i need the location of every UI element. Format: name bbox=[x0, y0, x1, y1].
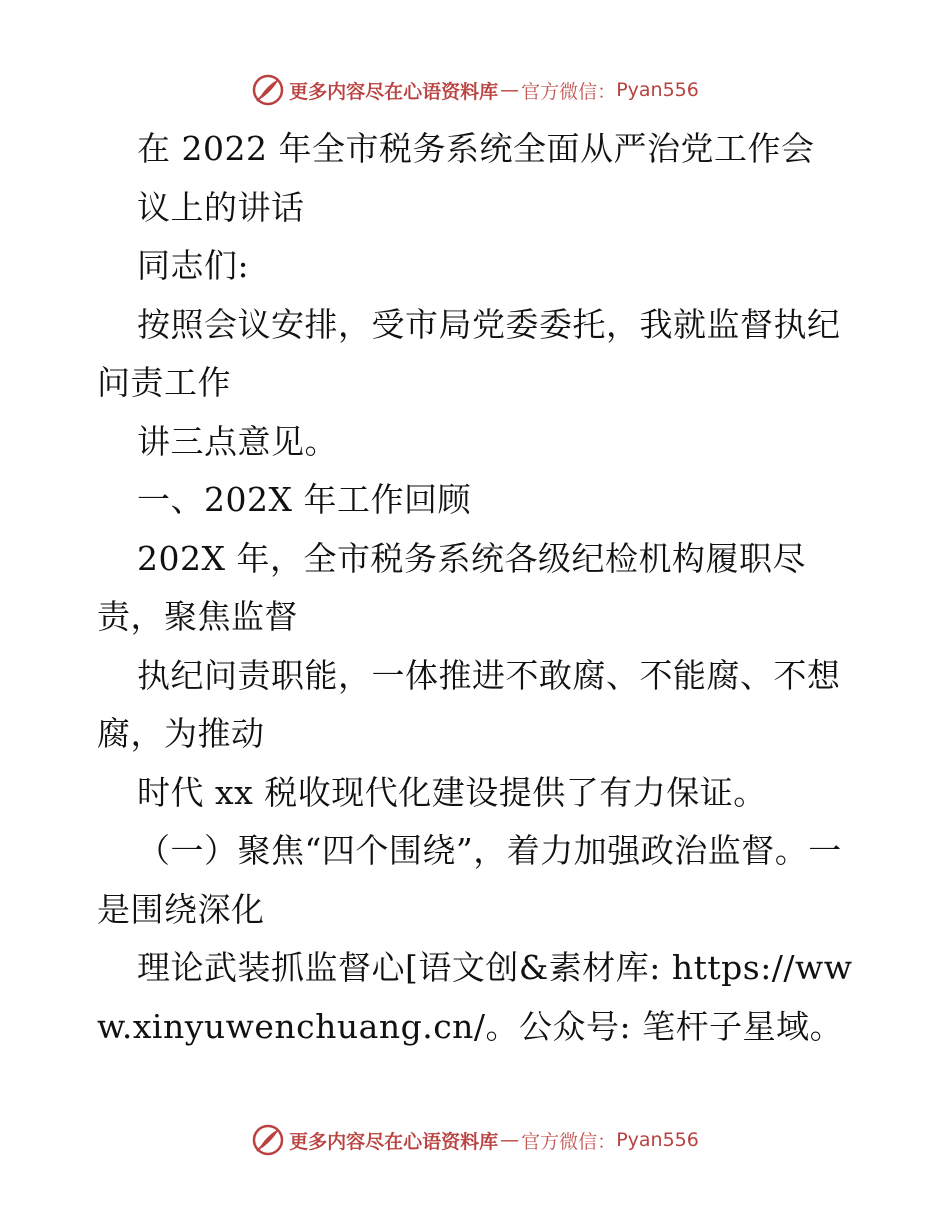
banner-brand-text: 更多内容尽在心语资料库 bbox=[289, 80, 499, 103]
doc-salutation: 同志们: bbox=[137, 246, 250, 285]
doc-paragraph: 按照会议安排，受市局党委委托，我就监督执纪问责工作 bbox=[97, 304, 841, 402]
document-body bbox=[97, 120, 867, 1056]
banner-wechat-label: 官方微信： bbox=[521, 1130, 617, 1153]
doc-paragraph: 执纪问责职能，一体推进不敢腐、不能腐、不想腐，为推动 bbox=[97, 655, 841, 753]
doc-paragraph: 讲三点意见。 bbox=[137, 421, 338, 461]
banner-separator: — bbox=[500, 79, 520, 101]
banner-brand-text: 更多内容尽在心语资料库 bbox=[289, 1130, 499, 1153]
banner-separator: — bbox=[500, 1129, 520, 1151]
quill-logo-icon bbox=[251, 73, 285, 107]
banner-wechat-id: Pyan556 bbox=[616, 79, 699, 101]
quill-logo-icon bbox=[251, 1123, 285, 1157]
doc-paragraph: 理论武装抓监督心[语文创&素材库: https://www.xinyuwenchuang.cn/。公众号: 笔杆子星域。 bbox=[97, 948, 853, 1046]
doc-title-line-2: 议上的讲话 bbox=[137, 187, 305, 227]
doc-paragraph: 202X 年，全市税务系统各级纪检机构履职尽责，聚焦监督 bbox=[97, 538, 806, 636]
header-watermark-banner bbox=[0, 70, 950, 110]
doc-title-line-1: 在 2022 年全市税务系统全面从严治党工作会 bbox=[137, 129, 815, 168]
footer-watermark-banner bbox=[0, 1120, 950, 1160]
banner-wechat-label: 官方微信： bbox=[521, 80, 617, 103]
doc-paragraph: 时代 xx 税收现代化建设提供了有力保证。 bbox=[137, 772, 767, 812]
banner-wechat-id: Pyan556 bbox=[616, 1129, 699, 1151]
doc-section-heading: 一、202X 年工作回顾 bbox=[137, 480, 471, 519]
doc-paragraph: （一）聚焦“四个围绕”，着力加强政治监督。一是围绕深化 bbox=[97, 831, 842, 929]
